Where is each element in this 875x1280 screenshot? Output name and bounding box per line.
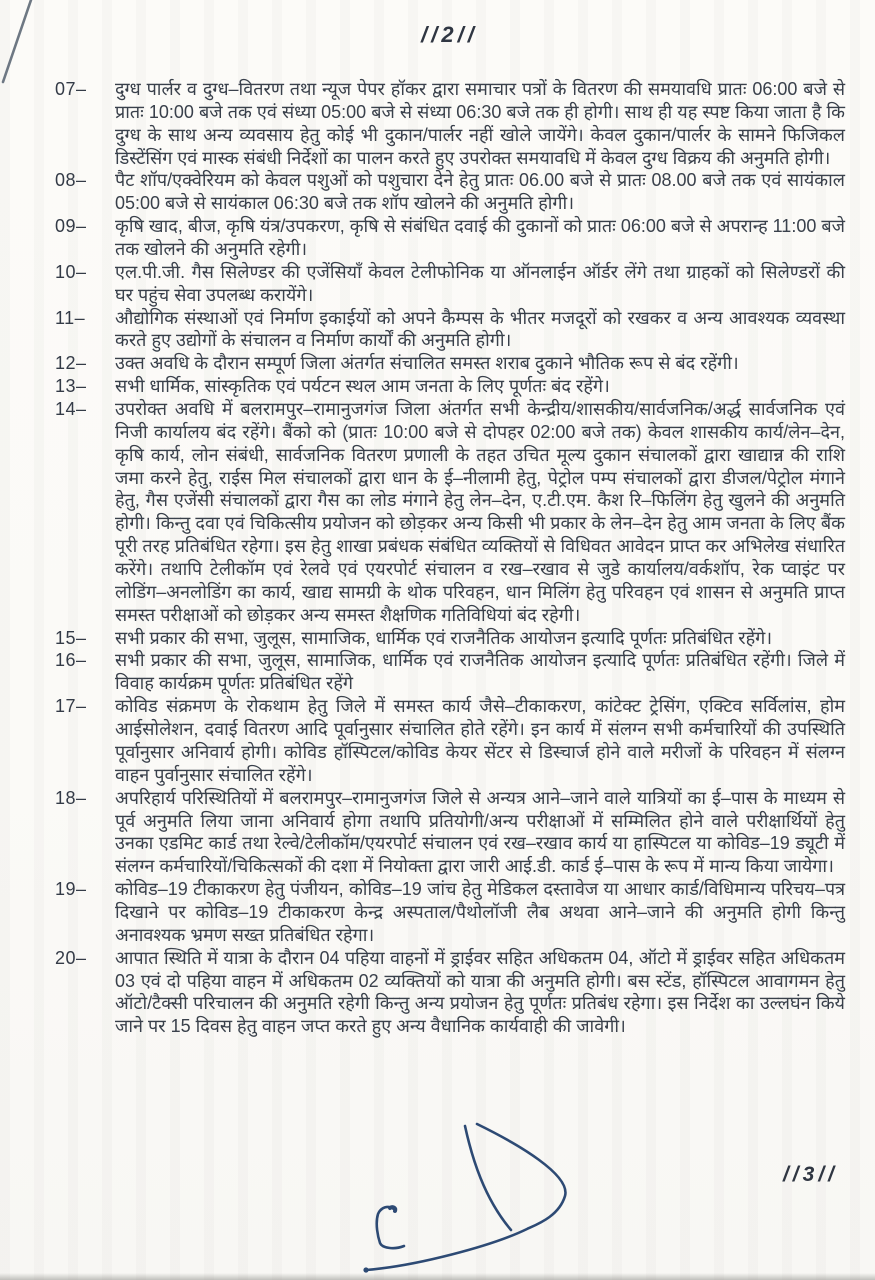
- order-item-14: [55, 398, 845, 627]
- order-item-13: [55, 375, 845, 398]
- order-item-10: [55, 261, 845, 307]
- item-number: 09–: [55, 216, 87, 237]
- item-text: कृषि खाद, बीज, कृषि यंत्र/उपकरण, कृषि से संबंधित दवाई की दुकानों को प्रातः 06:00 बजे से अपरान्ह 11:00 बजे तक खोलने की अनुमति रहेगी।: [115, 216, 845, 260]
- page-number-bottom: //3//: [782, 1163, 838, 1186]
- order-item-16: [55, 649, 845, 695]
- order-item-18: [55, 787, 845, 878]
- signature-scribble: [280, 1098, 700, 1280]
- item-text: सभी धार्मिक, सांस्कृतिक एवं पर्यटन स्थल आम जनता के लिए पूर्णतः बंद रहेंगे।: [115, 376, 610, 397]
- item-text: अपरिहार्य परिस्थितियों में बलरामपुर–रामानुजगंज जिले से अन्यत्र आने–जाने वाले यात्रियों का ई–पास के माध्यम से पूर्व अनुमति लिया जाना अनिवार्य होगा तथापि प्रतियोगी/अन्य परीक्षाओं में सम्मिलित होने वाले परीक्षार्थियों हेतु उनका एडमिट कार्ड तथा रेल्वे/टेलीकॉम/एयरपोर्ट संचालन एवं रख–रखाव कार्य या हास्पिटल या कोविड–19 ड्यूटी में संलग्न कर्मचारियों/चिकित्सकों की दशा में नियोक्ता द्वारा जारी आई.डी. कार्ड ई–पास के रूप में मान्य किया जायेगा।: [115, 787, 845, 877]
- item-text: उपरोक्त अवधि में बलरामपुर–रामानुजगंज जिला अंतर्गत सभी केन्द्रीय/शासकीय/सार्वजनिक/अर्द्ध सार्वजनिक एवं निजी कार्यालय बंद रहेंगे। बैंको को (प्रातः 10:00 बजे से दोपहर 02:00 बजे तक) केवल शासकीय कार्य/लेन–देन, कृषि कार्य, लोन संबंधी, सार्वजनिक वितरण प्रणाली के तहत उचित मूल्य दुकान संचालकों द्वारा खाद्यान्न की राशि जमा करने हेतु, राईस मिल संचालकों द्वारा धान के ई–नीलामी हेतु, पेट्रोल पम्प संचालकों द्वारा डीजल/पेट्रोल मंगाने हेतु, गैस एजेंसी संचालकों द्वारा गैस का लोड मंगाने हेतु लेन–देन, ए.टी.एम. कैश रि–फिलिंग हेतु खुलने की अनुमति होगी। किन्तु दवा एवं चिकित्सीय प्रयोजन को छोड़कर अन्य किसी भी प्रकार के लेन–देन हेतु आम जनता के लिए बैंक पूरी तरह प्रतिबंधित रहेगा। इस हेतु शाखा प्रबंधक संबंधित व्यक्तियों से विधिवत आवेदन प्राप्त कर अभिलेख संधारित करेंगे। तथापि टेलीकॉम एवं रेलवे एवं एयरपोर्ट संचालन व रख–रखाव से जुडे कार्यालय/वर्कशॉप, रेक प्वाइंट पर लोडिंग–अनलोडिंग का कार्य, खाद्य सामग्री के थोक परिवहन, धान मिलिंग हेतु परिवहन एवं शासन से अनुमति प्राप्त समस्त परीक्षाओं को छोड़कर अन्य समस्त शैक्षणिक गतिविधियां बंद रहेगी।: [115, 399, 845, 625]
- item-number: 13–: [55, 376, 87, 397]
- item-text: सभी प्रकार की सभा, जुलूस, सामाजिक, धार्मिक एवं राजनैतिक आयोजन इत्यादि पूर्णतः प्रतिबंधित रहेंगी। जिले में विवाह कार्यक्रम पूर्णतः प्रतिबंधित रहेंगे: [115, 650, 845, 694]
- order-item-20: [55, 947, 845, 1038]
- order-item-19: [55, 878, 845, 947]
- item-text: उक्त अवधि के दौरान सम्पूर्ण जिला अंतर्गत संचालित समस्त शराब दुकाने भौतिक रूप से बंद रहेंगी।: [115, 353, 739, 374]
- item-number: 19–: [55, 879, 87, 900]
- order-item-07: [55, 78, 845, 169]
- item-number: 14–: [55, 399, 87, 420]
- item-text: एल.पी.जी. गैस सिलेण्डर की एजेंसियाँ केवल टेलीफोनिक या ऑनलाईन ऑर्डर लेंगे तथा ग्राहकों को सिलेण्डरों की घर पहुंच सेवा उपलब्ध करायेंगे।: [115, 261, 845, 305]
- item-text: कोविड–19 टीकाकरण हेतु पंजीयन, कोविड–19 जांच हेतु मेडिकल दस्तावेज या आधार कार्ड/विधिमान्य परिचय–पत्र दिखाने पर कोविड–19 टीकाकरण केन्द्र अस्पताल/पैथोलॉजी लैब अथवा आने–जाने की अनुमति होगी किन्तु अनावश्यक भ्रमण सख्त प्रतिबंधित रहेगा।: [115, 879, 845, 945]
- order-item-12: [55, 352, 845, 375]
- item-number: 16–: [55, 650, 87, 671]
- item-text: आपात स्थिति में यात्रा के दौरान 04 पहिया वाहनों में ड्राईवर सहित अधिकतम 04, ऑटो में ड्राईवर सहित अधिकतम 03 एवं दो पहिया वाहन में अधिकतम 02 व्यक्तियों को यात्रा की अनुमति होगी। बस स्टेंड, हॉस्पिटल आवागमन हेतु ऑटो/टैक्सी परिचालन की अनुमति रहेगी किन्तु अन्य प्रयोजन हेतु पूर्णतः प्रतिबंध रहेगा। इस निर्देश का उल्लघंन किये जाने पर 15 दिवस हेतु वाहन जप्त करते हुए अन्य वैधानिक कार्यवाही की जावेगी।: [115, 947, 845, 1037]
- page-number-top: //2//: [421, 22, 478, 47]
- item-number: 10–: [55, 261, 87, 282]
- order-item-17: [55, 695, 845, 786]
- item-number: 18–: [55, 787, 87, 808]
- item-number: 17–: [55, 696, 87, 717]
- scan-edge-artifact: [0, 1273, 875, 1280]
- order-item-15: [55, 627, 845, 650]
- item-number: 15–: [55, 627, 87, 648]
- order-item-08: [55, 169, 845, 215]
- item-text: औद्योगिक संस्थाओं एवं निर्माण इकाईयों को अपने कैम्पस के भीतर मजदूरों को रखकर व अन्य आवश्यक व्यवस्था करते हुए उद्योगों के संचालन व निर्माण कार्यों की अनुमति होगी।: [115, 307, 845, 351]
- item-number: 11–: [55, 307, 86, 328]
- item-text: पैट शॉप/एक्वेरियम को केवल पशुओं को पशुचारा देने हेतु प्रातः 06.00 बजे से प्रातः 08.00 बजे तक एवं सायंकाल 05:00 बजे से सायंकाल 06:30 बजे तक शॉप खोलने की अनुमति होगी।: [115, 170, 845, 214]
- order-item-11: [55, 307, 845, 353]
- item-text: दुग्ध पार्लर व दुग्ध–वितरण तथा न्यूज पेपर हॉकर द्वारा समाचार पत्रों के वितरण की समयावधि प्रातः 06:00 बजे से प्रातः 10:00 बजे तक एवं संध्या 05:00 बजे से संध्या 06:30 बजे तक ही होगी। साथ ही यह स्पष्ट किया जाता है कि दुग्ध के साथ अन्य व्यवसाय हेतु कोई भी दुकान/पार्लर नहीं खोले जायेंगे। केवल दुकान/पार्लर के सामने फिजिकल डिस्टेंसिंग एवं मास्क संबंधी निर्देशों का पालन करते हुए उपरोक्त समयावधि में केवल दुग्ध विक्रय की अनुमति होगी।: [115, 79, 845, 168]
- item-text: सभी प्रकार की सभा, जुलूस, सामाजिक, धार्मिक एवं राजनैतिक आयोजन इत्यादि पूर्णतः प्रतिबंधित रहेंगे।: [115, 627, 773, 648]
- order-items-list: [55, 78, 845, 1038]
- item-number: 20–: [55, 947, 87, 968]
- item-number: 07–: [55, 79, 87, 99]
- item-number: 08–: [55, 170, 87, 191]
- order-item-09: [55, 215, 845, 261]
- item-text: कोविड संक्रमण के रोकथाम हेतु जिले में समस्त कार्य जैसे–टीकाकरण, कांटेक्ट ट्रेसिंग, एक्टिव सर्विलांस, होम आईसोलेशन, दवाई वितरण आदि पूर्वानुसार संचालित होते रहेंगे। इन कार्य में संलग्न सभी कर्मचारियों की उपस्थिति पूर्वानुसार अनिवार्य होगी। कोविड हॉस्पिटल/कोविड केयर सेंटर से डिस्चार्ज होने वाले मरीजों के परिवहन में संलग्न वाहन पुर्वानुसार संचालित रहेंगे।: [115, 696, 845, 785]
- item-number: 12–: [55, 353, 87, 374]
